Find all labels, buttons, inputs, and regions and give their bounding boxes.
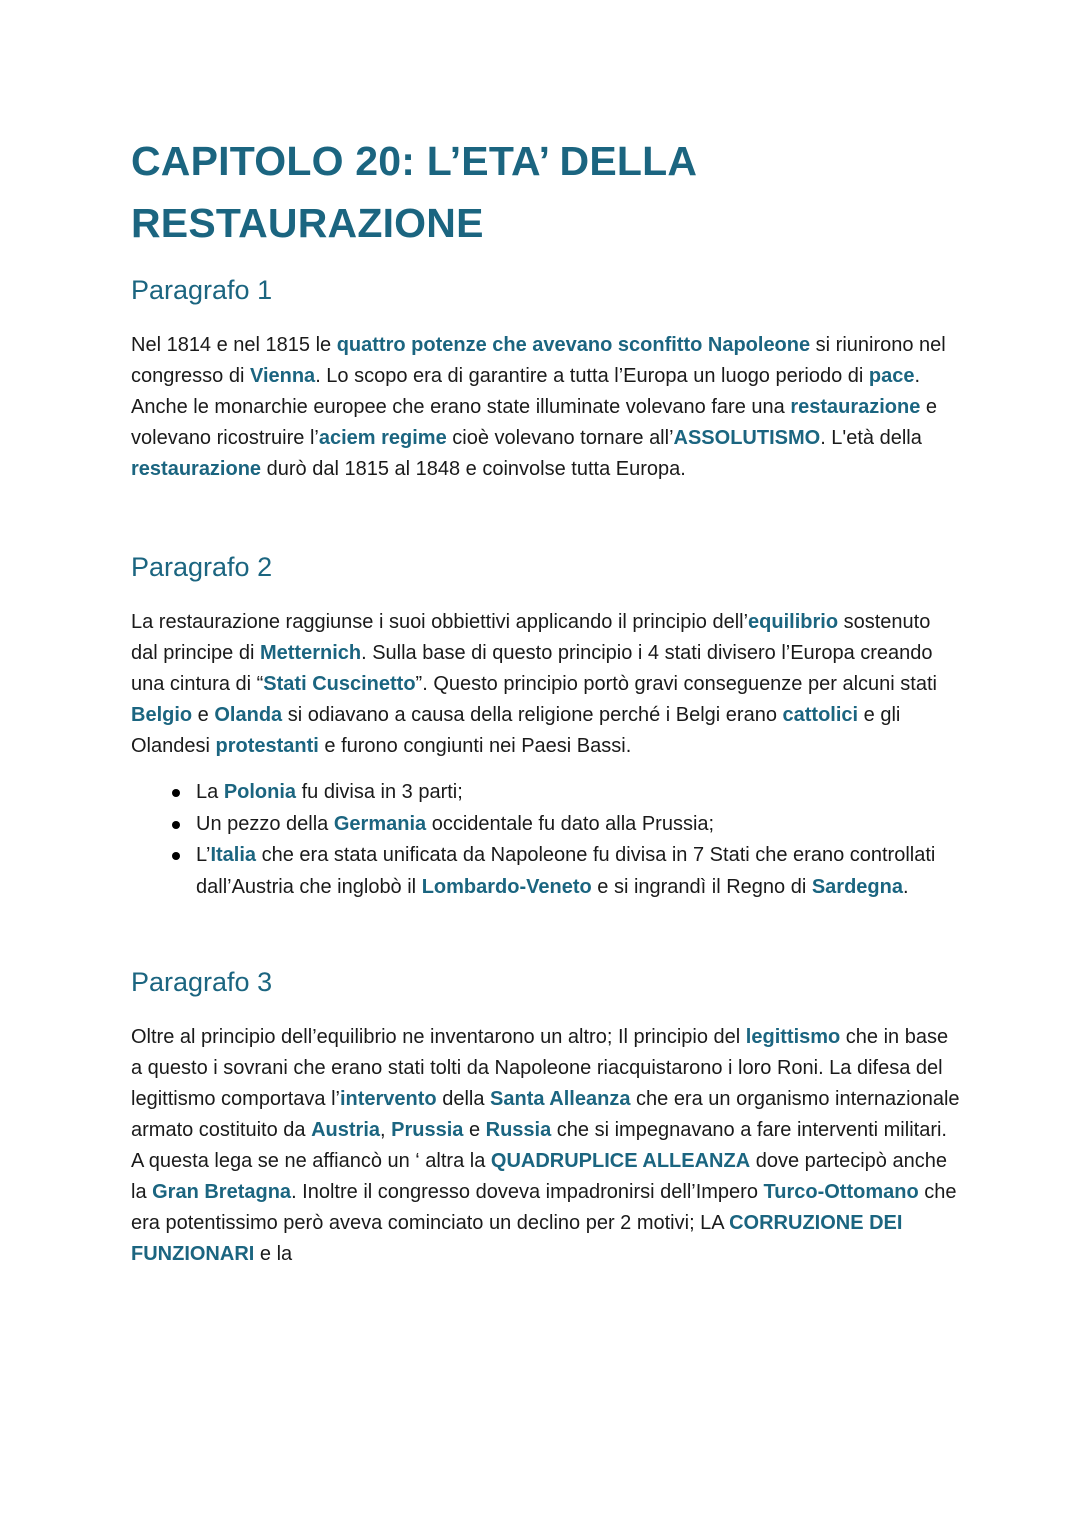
text-run: e <box>463 1119 486 1141</box>
text-run: e gli Olandesi <box>131 704 901 757</box>
chapter-title-line-2: RESTAURAZIONE <box>131 200 484 246</box>
text-run: sostenuto dal principe di <box>131 611 931 664</box>
text-run: La restaurazione raggiunse i suoi obbiettivi applicando il principio dell’ <box>131 611 749 633</box>
document-content <box>131 130 961 1270</box>
text-run: . Anche le monarchie europee che erano state illuminate volevano fare una <box>131 365 921 418</box>
text-run: e furono congiunti nei Paesi Bassi. <box>318 735 632 757</box>
text-run: si riunirono nel congresso di <box>131 334 946 387</box>
keyword: equilibrio <box>748 611 839 633</box>
keyword: legittismo <box>745 1026 841 1048</box>
text-run: fu divisa in 3 parti; <box>296 781 463 803</box>
keyword: CORRUZIONE DEI FUNZIONARI <box>131 1212 903 1265</box>
keyword: aciem regime <box>318 427 447 449</box>
keyword: Turco-Ottomano <box>763 1181 919 1203</box>
section-2-paragraph <box>131 607 961 762</box>
text-run: e si ingrandì il Regno di <box>591 875 812 898</box>
section-heading-paragrafo-3: Paragrafo 3 <box>131 967 273 997</box>
keyword: intervento <box>339 1088 437 1110</box>
text-run: si odiavano a causa della religione perché i Belgi erano <box>282 704 783 726</box>
keyword: QUADRUPLICE ALLEANZA <box>490 1150 751 1172</box>
keyword: pace <box>868 365 915 387</box>
keyword: Santa Alleanza <box>490 1088 631 1110</box>
text-run: che era potentissimo però aveva cominciato un declino per 2 motivi; LA <box>131 1181 957 1234</box>
text-run: e la <box>254 1243 293 1265</box>
text-run: cioè volevano tornare all’ <box>446 427 674 449</box>
keyword: Vienna <box>249 365 316 387</box>
bullet-item-italia <box>131 840 961 903</box>
text-run: L’ <box>196 844 211 866</box>
keyword: Olanda <box>214 704 283 726</box>
keyword: ASSOLUTISMO <box>673 427 821 449</box>
keyword: Prussia <box>391 1119 464 1141</box>
keyword: Austria <box>311 1119 380 1141</box>
text-run: La <box>196 781 224 803</box>
keyword: Gran Bretagna <box>152 1181 292 1203</box>
keyword: quattro potenze che avevano sconfitto Napoleone <box>336 334 811 356</box>
keyword: Polonia <box>223 781 297 803</box>
text-run: e volevano ricostruire l’ <box>131 396 938 449</box>
text-run: Un pezzo della <box>196 812 334 835</box>
bullet-item-polonia <box>131 777 961 809</box>
keyword: restaurazione <box>131 458 262 480</box>
chapter-title <box>131 130 961 254</box>
keyword: protestanti <box>215 735 319 757</box>
keyword: Germania <box>333 812 427 835</box>
section-heading-paragrafo-1: Paragrafo 1 <box>131 275 273 305</box>
section-3-paragraph <box>131 1022 961 1270</box>
text-run: ”. Questo principio portò gravi conseguenze per alcuni stati <box>415 673 937 695</box>
text-run: della <box>436 1088 491 1110</box>
section-2-bullet-list <box>131 777 961 903</box>
text-run: occidentale fu dato alla Prussia; <box>426 812 715 835</box>
keyword: Sardegna <box>811 875 903 898</box>
text-run: Oltre al principio dell’equilibrio ne inventarono un altro; Il principio del <box>131 1026 746 1048</box>
keyword: Lombardo-Veneto <box>421 875 592 898</box>
text-run: dove partecipò anche la <box>131 1150 947 1203</box>
keyword: cattolici <box>782 704 859 726</box>
keyword: restaurazione <box>790 396 921 418</box>
text-run: . Inoltre il congresso doveva impadronirsi dell’Impero <box>291 1181 764 1203</box>
text-run: Nel 1814 e nel 1815 le <box>131 334 337 356</box>
keyword: Belgio <box>131 704 193 726</box>
text-run: che era stata unificata da Napoleone fu divisa in 7 Stati che erano controllati dall’Austria che inglobò il <box>196 844 936 898</box>
chapter-title-line-1: CAPITOLO 20: L’ETA’ DELLA <box>131 138 698 184</box>
keyword: Italia <box>210 844 257 866</box>
text-run: che si impegnavano a fare interventi militari. A questa lega se ne affiancò un ‘ altra la <box>131 1119 947 1172</box>
text-run: . Sulla base di questo principio i 4 stati divisero l’Europa creando una cintura di “ <box>131 642 933 695</box>
text-run: . Lo scopo era di garantire a tutta l’Europa un luogo periodo di <box>315 365 869 387</box>
section-1-paragraph <box>131 330 961 485</box>
section-heading-paragrafo-2: Paragrafo 2 <box>131 552 273 582</box>
keyword: Metternich <box>259 642 362 664</box>
keyword: Russia <box>485 1119 552 1141</box>
text-run: durò dal 1815 al 1848 e coinvolse tutta Europa. <box>261 458 686 480</box>
text-run: che in base a questo i sovrani che erano stati tolti da Napoleone riacquistarono i loro Roni. La difesa del legittismo comportava l’ <box>131 1026 949 1110</box>
text-run: . <box>903 875 909 898</box>
keyword: Stati Cuscinetto <box>263 673 416 695</box>
bullet-item-germania <box>131 809 961 841</box>
text-run: . L'età della <box>820 427 922 449</box>
text-run: e <box>192 704 215 726</box>
text-run: che era un organismo internazionale armato costituito da <box>131 1088 960 1141</box>
text-run: , <box>380 1119 392 1141</box>
